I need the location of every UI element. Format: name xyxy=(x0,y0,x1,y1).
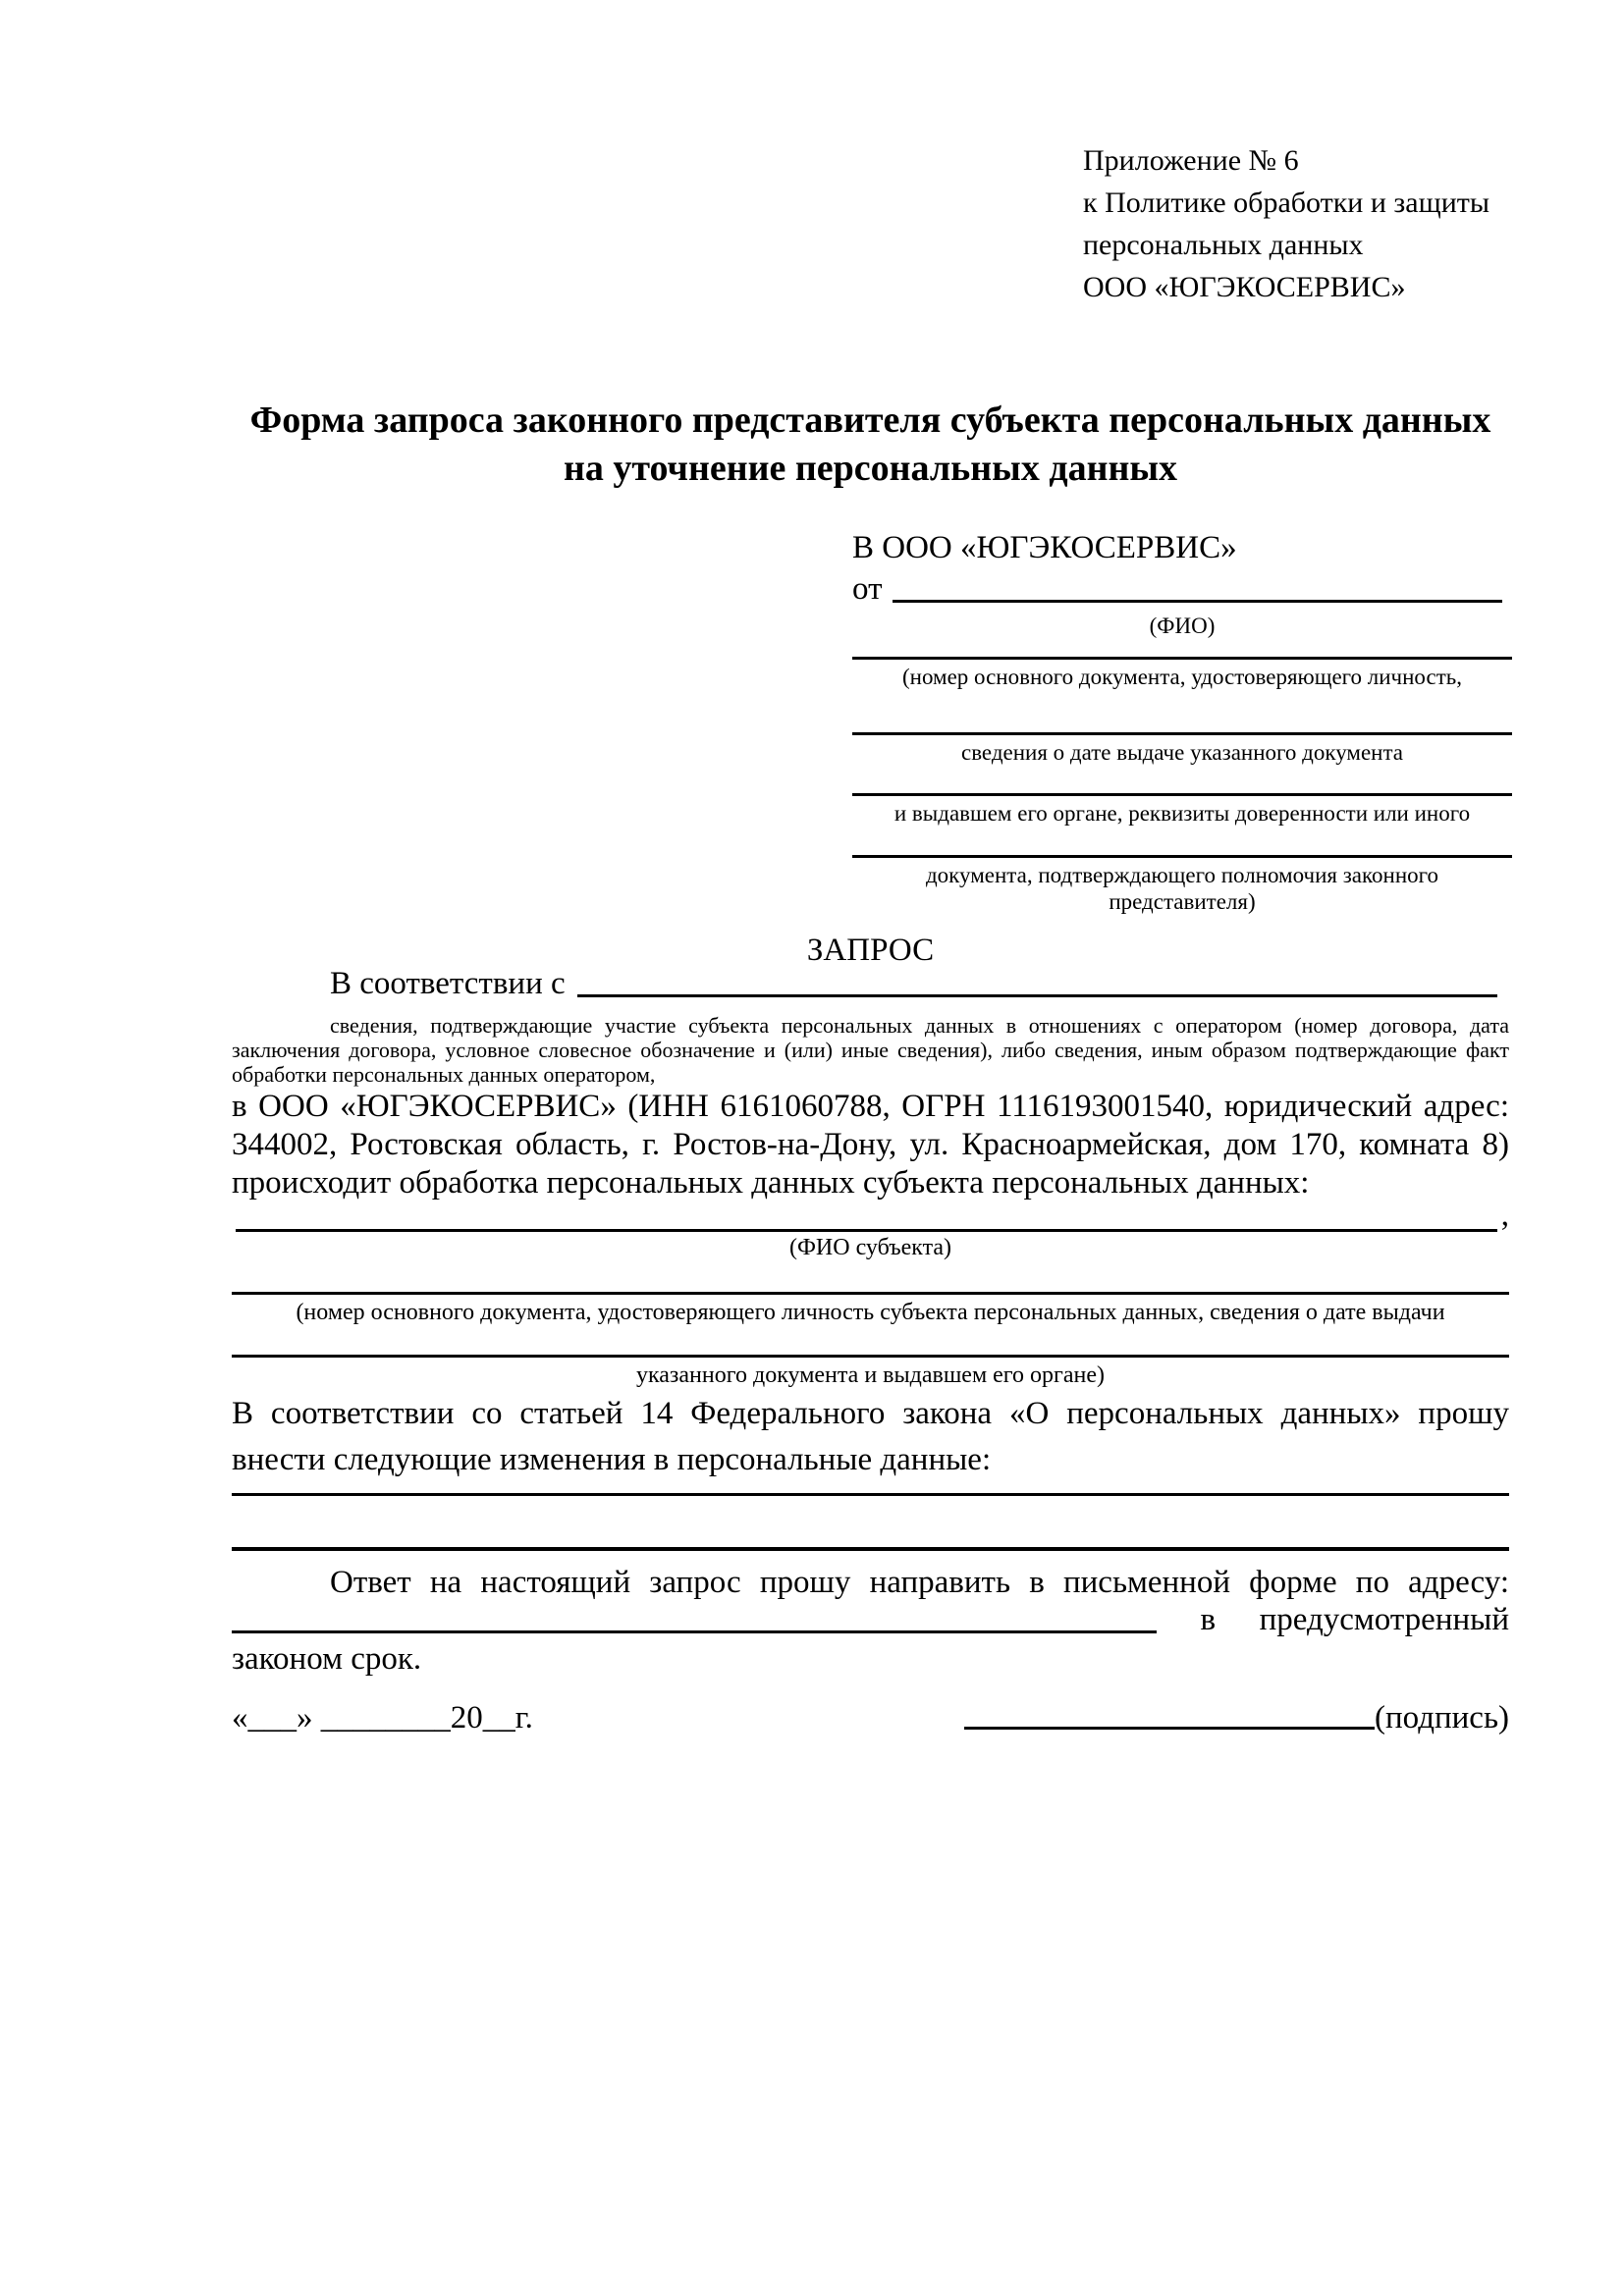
date-signature-row xyxy=(232,1700,1509,1736)
appendix-number-line: Приложение № 6 xyxy=(1083,144,1299,177)
signature-caption: (подпись) xyxy=(1375,1700,1509,1735)
subject-fio-field-line[interactable] xyxy=(236,1229,1497,1232)
form-title-line2: на уточнение персональных данных xyxy=(563,448,1178,489)
form-title-line1: Форма запроса законного представителя субъекта персональных данных xyxy=(249,400,1491,441)
appendix-policy-line2: персональных данных xyxy=(1083,229,1364,261)
reply-word-v: в xyxy=(1200,1602,1217,1637)
intro-label: В соответствии с xyxy=(330,966,566,1001)
representative-document-caption-2: сведения о дате выдаче указанного документа xyxy=(960,740,1404,765)
reply-paragraph-line3: законом срок. xyxy=(232,1641,422,1677)
representative-document-caption-3: и выдавшем его органе, реквизиты доверенности или иного xyxy=(893,801,1471,826)
signature-field-line[interactable] xyxy=(964,1727,1375,1730)
representative-document-field-line-1[interactable] xyxy=(852,657,1512,660)
reply-word-predusmotrennyj: предусмотренный xyxy=(1259,1602,1509,1637)
signature-group xyxy=(964,1700,1509,1736)
relation-details-field-line[interactable] xyxy=(577,966,1497,997)
from-label: от xyxy=(852,571,883,607)
changes-field-line-1[interactable] xyxy=(232,1493,1509,1496)
subject-document-field-line-2[interactable] xyxy=(232,1355,1509,1358)
appendix-company-line: ООО «ЮГЭКОСЕРВИС» xyxy=(1083,271,1406,303)
operator-paragraph: в ООО «ЮГЭКОСЕРВИС» (ИНН 6161060788, ОГРН 1116193001540, юридический адрес: 344002, Ростовская область, г. Ростов-на-Дону, ул. Красноармейская, дом 170, комната 8) происходит обработка персональных данных субъекта персональных данных: xyxy=(232,1089,1509,1201)
subject-document-field-line-1[interactable] xyxy=(232,1292,1509,1295)
subject-fio-caption: (ФИО субъекта) xyxy=(788,1235,952,1260)
appendix-policy-line: к Политике обработки и защиты xyxy=(1083,187,1490,219)
form-title xyxy=(232,397,1509,493)
article-14-paragraph: В соответствии со статьей 14 Федерального закона «О персональных данных» прошу внести следующие изменения в персональные данные: xyxy=(232,1396,1509,1477)
intro-row xyxy=(232,966,1509,1002)
subject-document-caption-1: (номер основного документа, удостоверяющего личность субъекта персональных данных, сведения о дате выдачи xyxy=(296,1300,1445,1325)
reply-address-row xyxy=(232,1602,1509,1638)
intro-footnote: сведения, подтверждающие участие субъекта персональных данных в отношениях с оператором (номер договора, дата заключения договора, условное словесное обозначение и (или) иные сведения), либо сведения, иным образом подтверждающие факт обработки персональных данных оператором, xyxy=(232,1013,1509,1087)
changes-field-line-2[interactable] xyxy=(232,1547,1509,1551)
addressee-block xyxy=(852,530,1512,923)
representative-document-caption-4: документа, подтверждающего полномочия законного представителя) xyxy=(925,863,1438,914)
reply-paragraph-line1: Ответ на настоящий запрос прошу направить в письменной форме по адресу: xyxy=(330,1565,1509,1600)
from-row xyxy=(852,571,1512,608)
representative-fio-field-line[interactable] xyxy=(893,571,1503,603)
subject-fio-row xyxy=(232,1198,1509,1234)
request-heading: ЗАПРОС xyxy=(806,933,935,968)
reply-address-field-line[interactable] xyxy=(232,1630,1157,1633)
subject-document-caption-2: указанного документа и выдавшем его органе) xyxy=(635,1362,1106,1388)
representative-document-field-line-3[interactable] xyxy=(852,793,1512,796)
appendix-header xyxy=(1083,139,1544,308)
representative-document-caption-1: (номер основного документа, удостоверяющего личность, xyxy=(901,665,1462,689)
representative-document-field-line-4[interactable] xyxy=(852,855,1512,858)
representative-document-field-line-2[interactable] xyxy=(852,732,1512,735)
fio-caption: (ФИО) xyxy=(1149,614,1216,638)
date-blank-line[interactable]: «___» ________20__г. xyxy=(232,1700,533,1735)
fio-comma: , xyxy=(1500,1198,1509,1233)
addressee-company: В ООО «ЮГЭКОСЕРВИС» xyxy=(852,530,1237,565)
